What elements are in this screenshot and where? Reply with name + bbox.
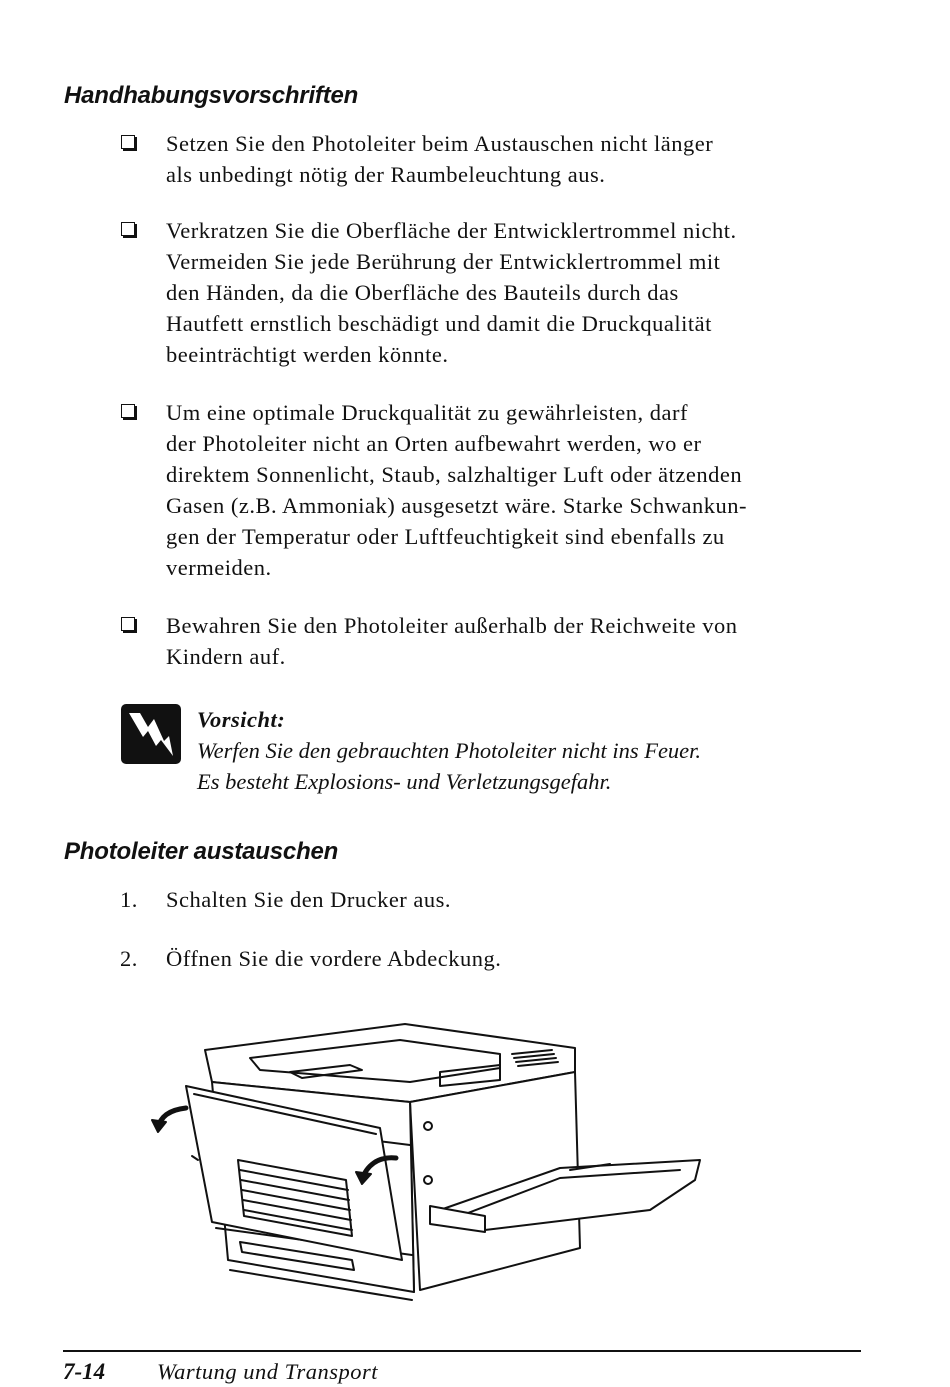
list-item-text: Um eine optimale Druckqualität zu gewährleisten, darf der Photoleiter nicht an Orten aufbewahrt werden, wo er direktem Sonnenlicht, Staub, salzhaltiger Luft oder ätzenden Gasen (z.B. Ammoniak) ausgesetzt wäre. Starke Schwankun- gen der Temperatur oder Luftfeuchtigkeit sind ebenfalls zu vermeiden. <box>166 400 747 580</box>
checkbox-bullet-icon <box>121 135 135 149</box>
step-number: 2. <box>120 946 138 971</box>
caution-text: Werfen Sie den gebrauchten Photoleiter nicht ins Feuer. Es besteht Explosions- und Verletzungsgefahr. <box>197 738 702 794</box>
list-item-text: Setzen Sie den Photoleiter beim Austauschen nicht länger als unbedingt nötig der Raumbeleuchtung aus. <box>166 131 714 187</box>
list-item-text: Bewahren Sie den Photoleiter außerhalb der Reichweite von Kindern auf. <box>166 613 738 669</box>
list-item-text: Verkratzen Sie die Oberfläche der Entwicklertrommel nicht. Vermeiden Sie jede Berührung der Entwicklertrommel mit den Händen, da die Oberfläche des Bauteils durch das Hautfett ernstlich beschädigt und damit die Druckqualität beeinträchtigt werden könnte. <box>166 218 737 367</box>
footer-section-title: Wartung und Transport <box>157 1359 378 1384</box>
checkbox-bullet-icon <box>121 222 135 236</box>
page-number: 7-14 <box>63 1359 106 1384</box>
printer-front-cover-open-illustration <box>140 1010 710 1310</box>
section-heading-replace: Photoleiter austauschen <box>64 838 339 865</box>
step-number: 1. <box>120 887 138 912</box>
footer-rule <box>63 1350 861 1352</box>
checkbox-bullet-icon <box>121 617 135 631</box>
caution-lightning-icon <box>121 704 181 764</box>
section-heading-handling: Handhabungsvorschriften <box>64 82 359 109</box>
checkbox-bullet-icon <box>121 404 135 418</box>
caution-title: Vorsicht: <box>197 707 286 732</box>
step-text: Schalten Sie den Drucker aus. <box>166 887 452 912</box>
step-text: Öffnen Sie die vordere Abdeckung. <box>166 946 502 971</box>
